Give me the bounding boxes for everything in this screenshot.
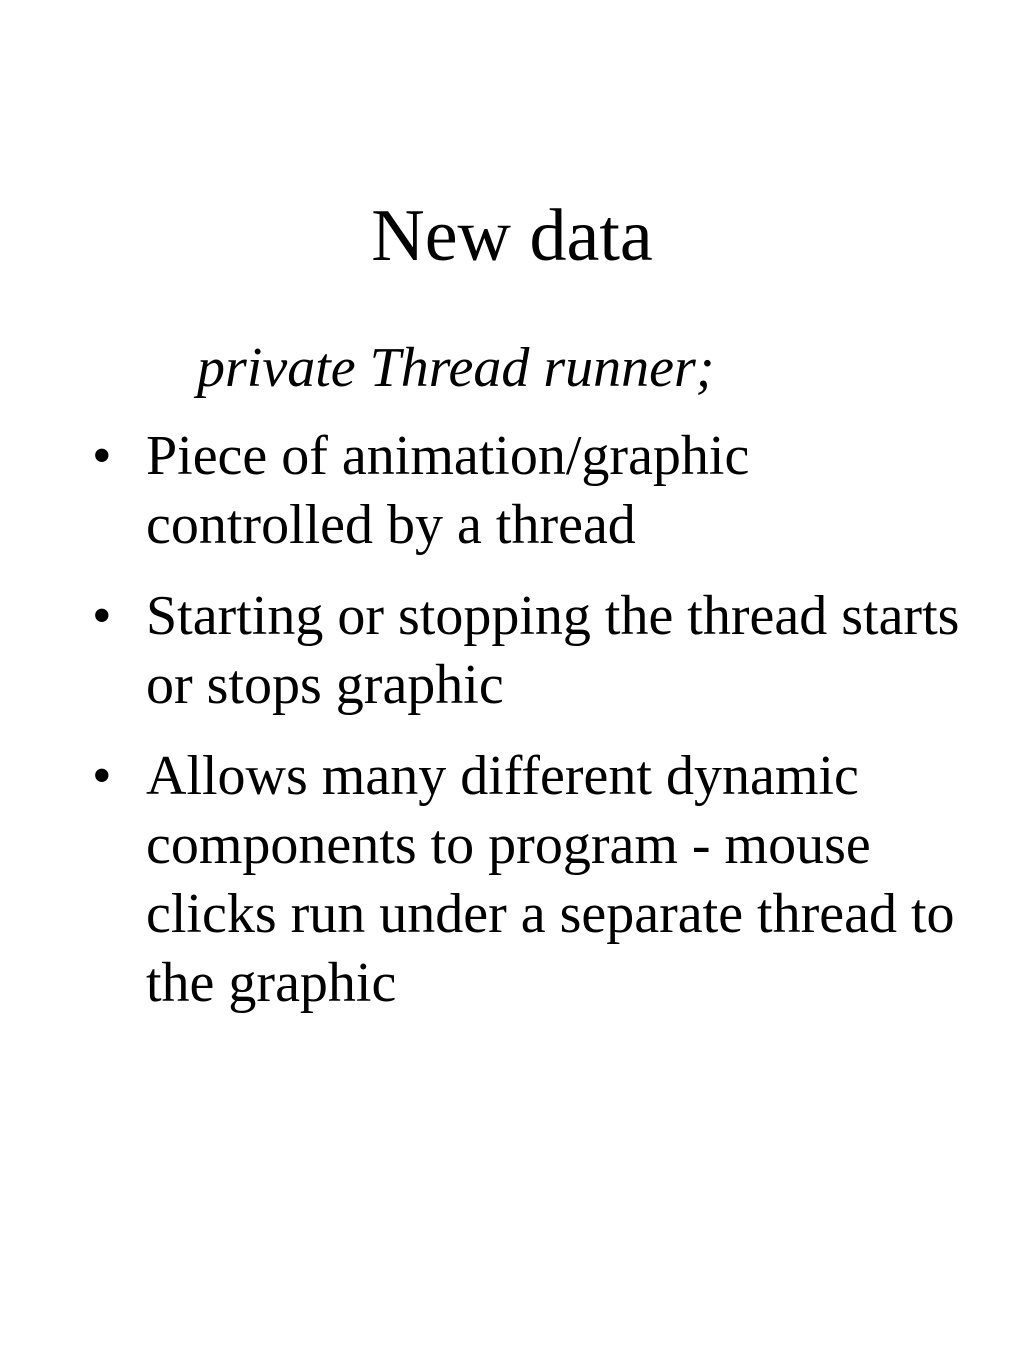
bullet-item [92,422,972,560]
slide-title: New data [371,195,653,277]
bullet-dot-icon: • [92,745,112,807]
bullet-text: Allows many different dynamic components to program - mouse clicks run under a separate thread to the graphic [146,745,955,1014]
code-line: private Thread runner; [197,337,715,399]
bullet-dot-icon: • [92,425,112,487]
bullet-list [92,422,972,1040]
bullet-text: Starting or stopping the thread starts or stops graphic [146,585,960,716]
bullet-item [92,742,972,1018]
bullet-dot-icon: • [92,585,112,647]
bullet-item [92,582,972,720]
bullet-text: Piece of animation/graphic controlled by a thread [146,425,750,556]
